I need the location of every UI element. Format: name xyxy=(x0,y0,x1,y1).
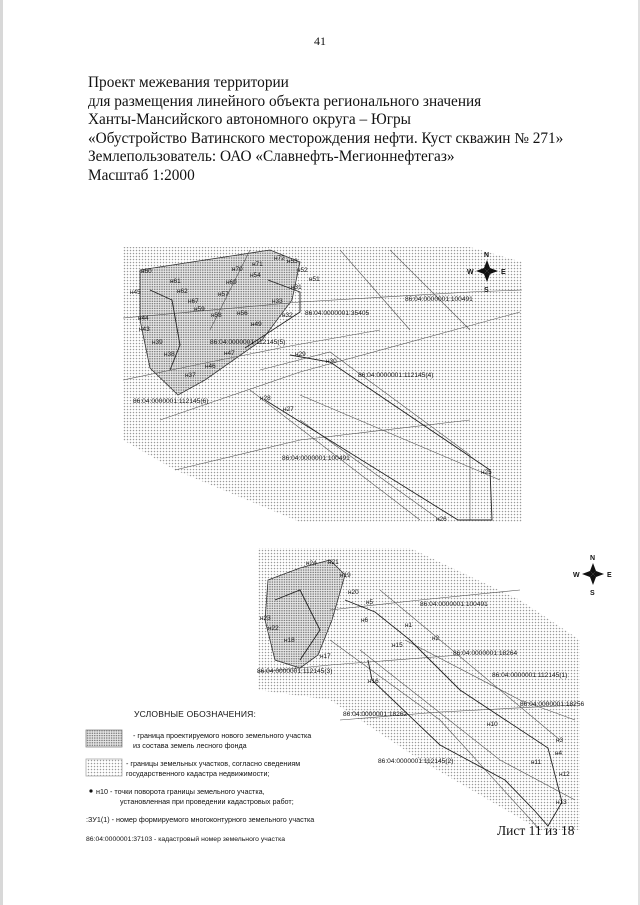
point-label: н54 xyxy=(250,272,261,279)
point-label: н49 xyxy=(251,321,262,328)
point-label: н32 xyxy=(282,312,293,319)
point-label: н30 xyxy=(326,358,337,365)
point-label: н11 xyxy=(531,759,542,766)
legend-item-plot-number xyxy=(86,815,314,825)
legend-line: из состава земель лесного фонда xyxy=(133,740,247,750)
point-label: н67 xyxy=(188,298,199,305)
point-label: н27 xyxy=(283,406,294,413)
point-label: н25 xyxy=(481,469,492,476)
legend-marker: 86:04:0000001:37103 xyxy=(86,836,153,843)
title-line: Землепользователь: ОАО «Славнефть-Мегионнефтегаз» xyxy=(88,148,455,165)
title-line: «Обустройство Ватинского месторождения нефти. Куст скважин № 271» xyxy=(88,129,564,147)
cadastral-label: 86:04:0000001:100491 xyxy=(282,455,350,462)
compass-e-lower: E xyxy=(607,572,612,579)
point-label: н29 xyxy=(295,351,306,358)
legend-swatch-forest xyxy=(86,730,122,747)
point-label: н18 xyxy=(284,637,295,644)
legend-line: - границы земельных участков, согласно сведениям xyxy=(126,759,301,768)
compass-s-lower: S xyxy=(590,590,595,597)
point-label: н17 xyxy=(320,653,331,660)
point-label: н45 xyxy=(130,289,141,296)
point-label: н24 xyxy=(306,560,317,567)
cadastral-label: 86:04:0000001:18256 xyxy=(520,701,585,708)
point-label: н21 xyxy=(328,559,339,566)
point-label: н13 xyxy=(556,799,567,806)
point-label: н1 xyxy=(405,622,413,629)
point-label: н28 xyxy=(260,395,271,402)
point-label: н62 xyxy=(177,288,188,295)
point-label: н3 xyxy=(556,737,564,744)
point-label: н4 xyxy=(555,750,563,757)
point-label: н38 xyxy=(164,351,175,358)
point-label: н59 xyxy=(194,306,205,313)
point-label: н53 xyxy=(287,258,298,265)
point-label: н52 xyxy=(297,267,308,274)
point-label: н20 xyxy=(348,589,359,596)
point-label: н61 xyxy=(170,278,181,285)
point-label: н26 xyxy=(436,516,447,523)
compass-w-lower: W xyxy=(573,572,580,579)
legend-item-cadastral-number xyxy=(86,835,285,845)
map-lower xyxy=(258,548,580,830)
legend-point-marker xyxy=(89,789,92,792)
point-label: н5 xyxy=(366,599,374,606)
cadastral-label: 86:04:0000001:112145(5) xyxy=(210,339,286,346)
legend-marker: :ЗУ1(1) xyxy=(86,815,110,824)
legend-line: - номер формируемого многоконтурного земельного участка xyxy=(111,815,315,824)
point-label: н46 xyxy=(205,363,216,370)
point-label: н44 xyxy=(138,315,149,322)
point-label: н37 xyxy=(185,372,196,379)
point-label: н57 xyxy=(218,291,229,298)
point-label: н22 xyxy=(268,625,279,632)
scale-label: Масштаб 1:2000 xyxy=(88,166,195,184)
cadastral-label: 86:04:0000001:112145(6) xyxy=(133,398,209,405)
point-label: н56 xyxy=(237,310,248,317)
cadastral-label: 86:04:0000001:112145(1) xyxy=(492,672,568,679)
point-label: н51 xyxy=(309,276,320,283)
cadastral-label: 86:04:0000001:112145(4) xyxy=(358,372,434,379)
cadastral-label: 86:04:0000001:18264 xyxy=(453,650,518,657)
cadastral-label: 86:04:0000001:100491 xyxy=(405,296,473,303)
cadastral-label: 86:04:0000001:35405 xyxy=(305,310,370,317)
point-label: н16 xyxy=(368,678,379,685)
point-label: н60 xyxy=(141,268,152,275)
legend-line: - точки поворота границы земельного участка, xyxy=(109,787,265,796)
sheet-number: Лист 11 из 18 xyxy=(497,823,575,838)
legend-item-points xyxy=(96,787,294,806)
legend-item-forest xyxy=(133,731,311,750)
point-label: н15 xyxy=(392,642,403,649)
compass-e-upper: E xyxy=(501,269,506,276)
point-label: н69 xyxy=(226,279,237,286)
legend-line: - кадастровый номер земельного участка xyxy=(154,836,285,843)
point-label: н10 xyxy=(487,721,498,728)
legend-marker: н10 xyxy=(96,787,108,796)
compass-n-lower: N xyxy=(590,555,596,562)
legend-line: установленная при проведении кадастровых работ; xyxy=(120,796,294,806)
point-label: н70 xyxy=(232,266,243,273)
legend-item-cadastral xyxy=(126,759,300,778)
point-label: н43 xyxy=(139,326,150,333)
compass-n-upper: N xyxy=(484,252,490,259)
legend-line: - граница проектируемого нового земельного участка xyxy=(133,731,312,740)
title-line: Проект межевания территории xyxy=(88,74,289,91)
point-label: н12 xyxy=(559,771,570,778)
cadastral-label: 86:04:0000001:112145(3) xyxy=(257,668,333,675)
point-label: н6 xyxy=(361,617,369,624)
point-label: н31 xyxy=(291,284,302,291)
point-label: н23 xyxy=(260,615,271,622)
cadastral-label: 86:04:0000001:112145(2) xyxy=(378,758,454,765)
point-label: н39 xyxy=(152,339,163,346)
point-label: н2 xyxy=(432,635,440,642)
point-label: н58 xyxy=(211,312,222,319)
point-label: н19 xyxy=(340,572,351,579)
title-line: для размещения линейного объекта регионального значения xyxy=(88,92,482,110)
cadastral-label: 86:04:0000001:18262 xyxy=(343,711,408,718)
point-label: н47 xyxy=(224,350,235,357)
cadastral-label: 86:04:0000001:100491 xyxy=(420,601,488,608)
compass-s-upper: S xyxy=(484,287,489,294)
point-label: н71 xyxy=(252,261,263,268)
point-label: н72 xyxy=(274,255,285,262)
legend-line: государственного кадастра недвижимости; xyxy=(126,768,270,778)
compass-rose-lower xyxy=(582,563,604,585)
page-number: 41 xyxy=(314,34,326,48)
legend-title: УСЛОВНЫЕ ОБОЗНАЧЕНИЯ: xyxy=(134,709,257,719)
title-line: Ханты-Мансийского автономного округа – Югры xyxy=(88,111,411,128)
compass-w-upper: W xyxy=(467,269,474,276)
legend-swatch-cadastral xyxy=(86,759,122,776)
point-label: н33 xyxy=(272,298,283,305)
